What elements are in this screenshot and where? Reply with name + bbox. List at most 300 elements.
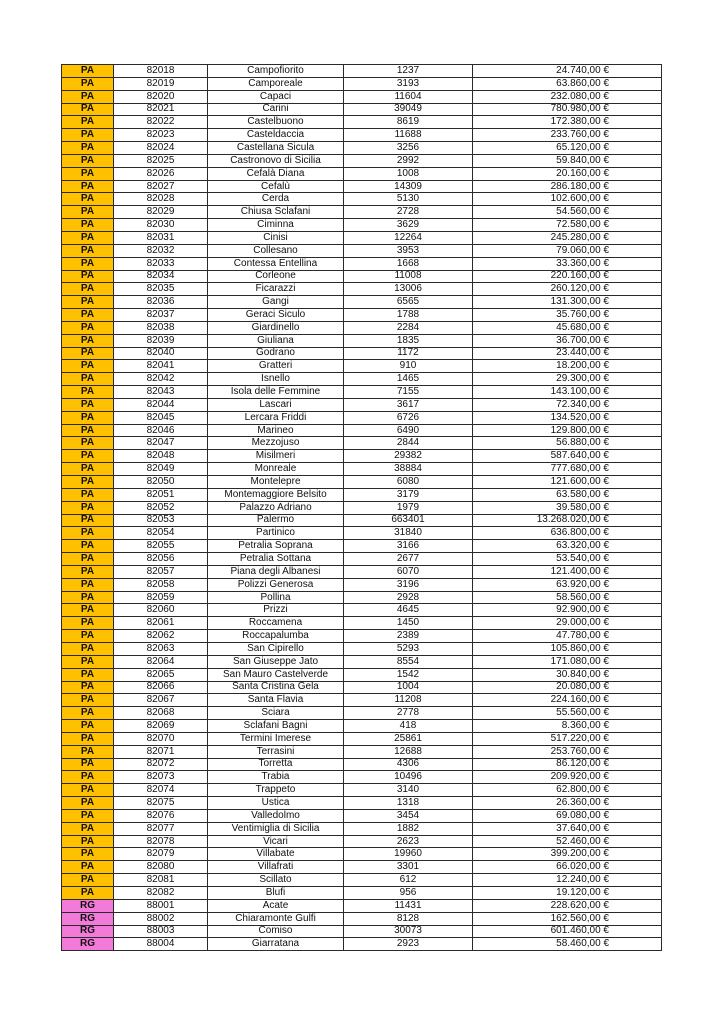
table-row bbox=[62, 642, 662, 655]
table-row bbox=[62, 527, 662, 540]
table-row bbox=[62, 655, 662, 668]
population-cell: 3953 bbox=[344, 244, 473, 257]
table-row bbox=[62, 398, 662, 411]
code-cell: 82038 bbox=[114, 321, 208, 334]
municipality-cell: Partinico bbox=[208, 527, 344, 540]
municipality-cell: Casteldaccia bbox=[208, 129, 344, 142]
amount-cell: 65.120,00 € bbox=[473, 142, 662, 155]
amount-cell: 129.800,00 € bbox=[473, 424, 662, 437]
code-cell: 82075 bbox=[114, 797, 208, 810]
population-cell: 3140 bbox=[344, 784, 473, 797]
province-cell: PA bbox=[62, 809, 114, 822]
population-cell: 1979 bbox=[344, 501, 473, 514]
province-cell: PA bbox=[62, 65, 114, 78]
province-cell: PA bbox=[62, 398, 114, 411]
population-cell: 2389 bbox=[344, 630, 473, 643]
population-cell: 6490 bbox=[344, 424, 473, 437]
table-row bbox=[62, 745, 662, 758]
code-cell: 82073 bbox=[114, 771, 208, 784]
province-cell: PA bbox=[62, 501, 114, 514]
municipality-cell: Pollina bbox=[208, 591, 344, 604]
code-cell: 82055 bbox=[114, 540, 208, 553]
municipality-cell: Sciara bbox=[208, 707, 344, 720]
population-cell: 418 bbox=[344, 720, 473, 733]
province-cell: PA bbox=[62, 848, 114, 861]
code-cell: 82048 bbox=[114, 450, 208, 463]
municipality-cell: Torretta bbox=[208, 758, 344, 771]
province-cell: PA bbox=[62, 476, 114, 489]
population-cell: 6080 bbox=[344, 476, 473, 489]
table-row bbox=[62, 167, 662, 180]
code-cell: 82071 bbox=[114, 745, 208, 758]
municipality-cell: Marineo bbox=[208, 424, 344, 437]
table-row bbox=[62, 321, 662, 334]
table-row bbox=[62, 822, 662, 835]
municipality-cell: Valledolmo bbox=[208, 809, 344, 822]
table-row bbox=[62, 142, 662, 155]
population-cell: 1004 bbox=[344, 681, 473, 694]
code-cell: 82054 bbox=[114, 527, 208, 540]
code-cell: 88003 bbox=[114, 925, 208, 938]
municipality-table bbox=[61, 64, 662, 951]
municipality-cell: Piana degli Albanesi bbox=[208, 565, 344, 578]
province-cell: PA bbox=[62, 694, 114, 707]
table-row bbox=[62, 668, 662, 681]
province-cell: PA bbox=[62, 565, 114, 578]
table-row bbox=[62, 65, 662, 78]
province-cell: PA bbox=[62, 257, 114, 270]
municipality-cell: Palazzo Adriano bbox=[208, 501, 344, 514]
code-cell: 88004 bbox=[114, 938, 208, 951]
municipality-cell: Santa Flavia bbox=[208, 694, 344, 707]
population-cell: 2778 bbox=[344, 707, 473, 720]
code-cell: 82036 bbox=[114, 296, 208, 309]
municipality-cell: Castellana Sicula bbox=[208, 142, 344, 155]
province-cell: PA bbox=[62, 784, 114, 797]
table-row bbox=[62, 848, 662, 861]
province-cell: PA bbox=[62, 527, 114, 540]
code-cell: 82064 bbox=[114, 655, 208, 668]
table-row bbox=[62, 784, 662, 797]
municipality-cell: Trappeto bbox=[208, 784, 344, 797]
amount-cell: 92.900,00 € bbox=[473, 604, 662, 617]
code-cell: 82023 bbox=[114, 129, 208, 142]
amount-cell: 121.400,00 € bbox=[473, 565, 662, 578]
amount-cell: 260.120,00 € bbox=[473, 283, 662, 296]
table-row bbox=[62, 219, 662, 232]
amount-cell: 253.760,00 € bbox=[473, 745, 662, 758]
code-cell: 82045 bbox=[114, 411, 208, 424]
municipality-cell: Villabate bbox=[208, 848, 344, 861]
population-cell: 31840 bbox=[344, 527, 473, 540]
province-cell: PA bbox=[62, 668, 114, 681]
municipality-cell: Petralia Soprana bbox=[208, 540, 344, 553]
table-row bbox=[62, 797, 662, 810]
amount-cell: 62.800,00 € bbox=[473, 784, 662, 797]
table-row bbox=[62, 591, 662, 604]
population-cell: 2677 bbox=[344, 553, 473, 566]
province-cell: PA bbox=[62, 591, 114, 604]
province-cell: PA bbox=[62, 180, 114, 193]
code-cell: 82050 bbox=[114, 476, 208, 489]
table-row bbox=[62, 899, 662, 912]
population-cell: 6070 bbox=[344, 565, 473, 578]
province-cell: PA bbox=[62, 334, 114, 347]
table-row bbox=[62, 296, 662, 309]
table-row bbox=[62, 193, 662, 206]
code-cell: 82079 bbox=[114, 848, 208, 861]
table-row bbox=[62, 925, 662, 938]
population-cell: 1318 bbox=[344, 797, 473, 810]
population-cell: 11604 bbox=[344, 90, 473, 103]
province-cell: PA bbox=[62, 321, 114, 334]
code-cell: 82034 bbox=[114, 270, 208, 283]
table-row bbox=[62, 437, 662, 450]
population-cell: 2284 bbox=[344, 321, 473, 334]
table-row bbox=[62, 450, 662, 463]
code-cell: 82061 bbox=[114, 617, 208, 630]
code-cell: 82077 bbox=[114, 822, 208, 835]
province-cell: PA bbox=[62, 540, 114, 553]
table-row bbox=[62, 578, 662, 591]
amount-cell: 24.740,00 € bbox=[473, 65, 662, 78]
amount-cell: 8.360,00 € bbox=[473, 720, 662, 733]
amount-cell: 54.560,00 € bbox=[473, 206, 662, 219]
province-cell: PA bbox=[62, 283, 114, 296]
table-row bbox=[62, 732, 662, 745]
code-cell: 82046 bbox=[114, 424, 208, 437]
table-row bbox=[62, 514, 662, 527]
province-cell: PA bbox=[62, 617, 114, 630]
municipality-cell: Trabia bbox=[208, 771, 344, 784]
municipality-cell: Cerda bbox=[208, 193, 344, 206]
amount-cell: 86.120,00 € bbox=[473, 758, 662, 771]
population-cell: 3301 bbox=[344, 861, 473, 874]
amount-cell: 121.600,00 € bbox=[473, 476, 662, 489]
municipality-cell: Monreale bbox=[208, 463, 344, 476]
province-cell: PA bbox=[62, 604, 114, 617]
amount-cell: 79.060,00 € bbox=[473, 244, 662, 257]
municipality-cell: Corleone bbox=[208, 270, 344, 283]
population-cell: 6565 bbox=[344, 296, 473, 309]
population-cell: 11431 bbox=[344, 899, 473, 912]
municipality-cell: Campofiorito bbox=[208, 65, 344, 78]
province-cell: PA bbox=[62, 103, 114, 116]
province-cell: PA bbox=[62, 745, 114, 758]
municipality-cell: Terrasini bbox=[208, 745, 344, 758]
province-cell: PA bbox=[62, 373, 114, 386]
province-cell: PA bbox=[62, 642, 114, 655]
amount-cell: 20.160,00 € bbox=[473, 167, 662, 180]
code-cell: 82030 bbox=[114, 219, 208, 232]
table-row bbox=[62, 180, 662, 193]
table-row bbox=[62, 154, 662, 167]
municipality-cell: Palermo bbox=[208, 514, 344, 527]
code-cell: 82043 bbox=[114, 386, 208, 399]
code-cell: 82066 bbox=[114, 681, 208, 694]
municipality-cell: Ventimiglia di Sicilia bbox=[208, 822, 344, 835]
population-cell: 12688 bbox=[344, 745, 473, 758]
code-cell: 82081 bbox=[114, 874, 208, 887]
municipality-cell: Isnello bbox=[208, 373, 344, 386]
province-cell: PA bbox=[62, 887, 114, 900]
table-row bbox=[62, 257, 662, 270]
table-row bbox=[62, 77, 662, 90]
table-row bbox=[62, 938, 662, 951]
code-cell: 82037 bbox=[114, 309, 208, 322]
province-cell: PA bbox=[62, 874, 114, 887]
population-cell: 8128 bbox=[344, 912, 473, 925]
table-row bbox=[62, 604, 662, 617]
municipality-cell: Acate bbox=[208, 899, 344, 912]
table-row bbox=[62, 758, 662, 771]
province-cell: PA bbox=[62, 231, 114, 244]
province-cell: PA bbox=[62, 116, 114, 129]
amount-cell: 131.300,00 € bbox=[473, 296, 662, 309]
province-cell: PA bbox=[62, 578, 114, 591]
province-cell: PA bbox=[62, 244, 114, 257]
code-cell: 82072 bbox=[114, 758, 208, 771]
province-cell: PA bbox=[62, 720, 114, 733]
table-row bbox=[62, 912, 662, 925]
code-cell: 82057 bbox=[114, 565, 208, 578]
amount-cell: 47.780,00 € bbox=[473, 630, 662, 643]
amount-cell: 636.800,00 € bbox=[473, 527, 662, 540]
table-row bbox=[62, 103, 662, 116]
amount-cell: 233.760,00 € bbox=[473, 129, 662, 142]
municipality-cell: Mezzojuso bbox=[208, 437, 344, 450]
population-cell: 3196 bbox=[344, 578, 473, 591]
province-cell: PA bbox=[62, 655, 114, 668]
amount-cell: 224.160,00 € bbox=[473, 694, 662, 707]
population-cell: 29382 bbox=[344, 450, 473, 463]
code-cell: 82033 bbox=[114, 257, 208, 270]
amount-cell: 63.580,00 € bbox=[473, 488, 662, 501]
amount-cell: 134.520,00 € bbox=[473, 411, 662, 424]
amount-cell: 29.300,00 € bbox=[473, 373, 662, 386]
code-cell: 82025 bbox=[114, 154, 208, 167]
municipality-cell: Ciminna bbox=[208, 219, 344, 232]
population-cell: 39049 bbox=[344, 103, 473, 116]
province-cell: PA bbox=[62, 386, 114, 399]
municipality-cell: Cefalù bbox=[208, 180, 344, 193]
code-cell: 82021 bbox=[114, 103, 208, 116]
table-row bbox=[62, 501, 662, 514]
municipality-cell: Blufi bbox=[208, 887, 344, 900]
population-cell: 1172 bbox=[344, 347, 473, 360]
code-cell: 82028 bbox=[114, 193, 208, 206]
municipality-cell: Camporeale bbox=[208, 77, 344, 90]
amount-cell: 72.340,00 € bbox=[473, 398, 662, 411]
population-cell: 1008 bbox=[344, 167, 473, 180]
amount-cell: 23.440,00 € bbox=[473, 347, 662, 360]
province-cell: PA bbox=[62, 771, 114, 784]
code-cell: 82041 bbox=[114, 360, 208, 373]
population-cell: 13006 bbox=[344, 283, 473, 296]
table-row bbox=[62, 874, 662, 887]
table-row bbox=[62, 707, 662, 720]
table-row bbox=[62, 809, 662, 822]
code-cell: 82070 bbox=[114, 732, 208, 745]
amount-cell: 228.620,00 € bbox=[473, 899, 662, 912]
population-cell: 11008 bbox=[344, 270, 473, 283]
municipality-cell: Ustica bbox=[208, 797, 344, 810]
amount-cell: 12.240,00 € bbox=[473, 874, 662, 887]
population-cell: 8554 bbox=[344, 655, 473, 668]
municipality-cell: Cefalà Diana bbox=[208, 167, 344, 180]
amount-cell: 209.920,00 € bbox=[473, 771, 662, 784]
code-cell: 82053 bbox=[114, 514, 208, 527]
amount-cell: 587.640,00 € bbox=[473, 450, 662, 463]
province-cell: PA bbox=[62, 450, 114, 463]
code-cell: 82032 bbox=[114, 244, 208, 257]
table-row bbox=[62, 630, 662, 643]
municipality-cell: Geraci Siculo bbox=[208, 309, 344, 322]
province-cell: PA bbox=[62, 758, 114, 771]
municipality-cell: Gangi bbox=[208, 296, 344, 309]
table-row bbox=[62, 347, 662, 360]
table-row bbox=[62, 476, 662, 489]
municipality-cell: Castelbuono bbox=[208, 116, 344, 129]
province-cell: PA bbox=[62, 835, 114, 848]
population-cell: 30073 bbox=[344, 925, 473, 938]
population-cell: 3617 bbox=[344, 398, 473, 411]
amount-cell: 39.580,00 € bbox=[473, 501, 662, 514]
municipality-cell: Prizzi bbox=[208, 604, 344, 617]
population-cell: 1542 bbox=[344, 668, 473, 681]
municipality-cell: Termini Imerese bbox=[208, 732, 344, 745]
table-row bbox=[62, 835, 662, 848]
municipality-cell: Sclafani Bagni bbox=[208, 720, 344, 733]
code-cell: 82058 bbox=[114, 578, 208, 591]
amount-cell: 26.360,00 € bbox=[473, 797, 662, 810]
municipality-cell: San Mauro Castelverde bbox=[208, 668, 344, 681]
code-cell: 82051 bbox=[114, 488, 208, 501]
province-cell: PA bbox=[62, 437, 114, 450]
amount-cell: 63.320,00 € bbox=[473, 540, 662, 553]
municipality-cell: Chiaramonte Gulfi bbox=[208, 912, 344, 925]
code-cell: 82022 bbox=[114, 116, 208, 129]
table-row bbox=[62, 373, 662, 386]
population-cell: 1465 bbox=[344, 373, 473, 386]
province-cell: PA bbox=[62, 270, 114, 283]
code-cell: 82027 bbox=[114, 180, 208, 193]
amount-cell: 58.560,00 € bbox=[473, 591, 662, 604]
province-cell: PA bbox=[62, 193, 114, 206]
province-cell: PA bbox=[62, 732, 114, 745]
code-cell: 82040 bbox=[114, 347, 208, 360]
municipality-cell: Cinisi bbox=[208, 231, 344, 244]
population-cell: 3166 bbox=[344, 540, 473, 553]
province-cell: PA bbox=[62, 154, 114, 167]
table-row bbox=[62, 360, 662, 373]
province-cell: RG bbox=[62, 925, 114, 938]
province-cell: PA bbox=[62, 822, 114, 835]
municipality-cell: Giardinello bbox=[208, 321, 344, 334]
municipality-cell: Giuliana bbox=[208, 334, 344, 347]
population-cell: 3629 bbox=[344, 219, 473, 232]
population-cell: 11208 bbox=[344, 694, 473, 707]
municipality-cell: Roccapalumba bbox=[208, 630, 344, 643]
municipality-cell: Godrano bbox=[208, 347, 344, 360]
municipality-cell: Giarratana bbox=[208, 938, 344, 951]
code-cell: 82062 bbox=[114, 630, 208, 643]
amount-cell: 171.080,00 € bbox=[473, 655, 662, 668]
province-cell: PA bbox=[62, 142, 114, 155]
province-cell: PA bbox=[62, 797, 114, 810]
code-cell: 82020 bbox=[114, 90, 208, 103]
municipality-cell: Comiso bbox=[208, 925, 344, 938]
code-cell: 88002 bbox=[114, 912, 208, 925]
table-row bbox=[62, 129, 662, 142]
table-row bbox=[62, 283, 662, 296]
population-cell: 38884 bbox=[344, 463, 473, 476]
population-cell: 6726 bbox=[344, 411, 473, 424]
population-cell: 2923 bbox=[344, 938, 473, 951]
population-cell: 1668 bbox=[344, 257, 473, 270]
amount-cell: 220.160,00 € bbox=[473, 270, 662, 283]
population-cell: 1835 bbox=[344, 334, 473, 347]
amount-cell: 102.600,00 € bbox=[473, 193, 662, 206]
amount-cell: 66.020,00 € bbox=[473, 861, 662, 874]
province-cell: PA bbox=[62, 630, 114, 643]
population-cell: 10496 bbox=[344, 771, 473, 784]
province-cell: RG bbox=[62, 938, 114, 951]
province-cell: RG bbox=[62, 912, 114, 925]
municipality-cell: Polizzi Generosa bbox=[208, 578, 344, 591]
province-cell: PA bbox=[62, 129, 114, 142]
table-row bbox=[62, 694, 662, 707]
province-cell: PA bbox=[62, 167, 114, 180]
code-cell: 82019 bbox=[114, 77, 208, 90]
amount-cell: 232.080,00 € bbox=[473, 90, 662, 103]
table-row bbox=[62, 488, 662, 501]
code-cell: 82060 bbox=[114, 604, 208, 617]
population-cell: 5293 bbox=[344, 642, 473, 655]
province-cell: PA bbox=[62, 206, 114, 219]
amount-cell: 37.640,00 € bbox=[473, 822, 662, 835]
table-row bbox=[62, 244, 662, 257]
population-cell: 1788 bbox=[344, 309, 473, 322]
code-cell: 82056 bbox=[114, 553, 208, 566]
population-cell: 2928 bbox=[344, 591, 473, 604]
amount-cell: 245.280,00 € bbox=[473, 231, 662, 244]
population-cell: 612 bbox=[344, 874, 473, 887]
municipality-cell: Scillato bbox=[208, 874, 344, 887]
population-cell: 8619 bbox=[344, 116, 473, 129]
municipality-cell: Chiusa Sclafani bbox=[208, 206, 344, 219]
amount-cell: 18.200,00 € bbox=[473, 360, 662, 373]
code-cell: 82029 bbox=[114, 206, 208, 219]
amount-cell: 20.080,00 € bbox=[473, 681, 662, 694]
province-cell: PA bbox=[62, 488, 114, 501]
amount-cell: 780.980,00 € bbox=[473, 103, 662, 116]
code-cell: 82082 bbox=[114, 887, 208, 900]
amount-cell: 36.700,00 € bbox=[473, 334, 662, 347]
amount-cell: 172.380,00 € bbox=[473, 116, 662, 129]
table-row bbox=[62, 386, 662, 399]
province-cell: RG bbox=[62, 899, 114, 912]
province-cell: PA bbox=[62, 424, 114, 437]
municipality-cell: San Giuseppe Jato bbox=[208, 655, 344, 668]
province-cell: PA bbox=[62, 463, 114, 476]
amount-cell: 35.760,00 € bbox=[473, 309, 662, 322]
code-cell: 82039 bbox=[114, 334, 208, 347]
population-cell: 1882 bbox=[344, 822, 473, 835]
amount-cell: 69.080,00 € bbox=[473, 809, 662, 822]
amount-cell: 63.920,00 € bbox=[473, 578, 662, 591]
province-cell: PA bbox=[62, 296, 114, 309]
